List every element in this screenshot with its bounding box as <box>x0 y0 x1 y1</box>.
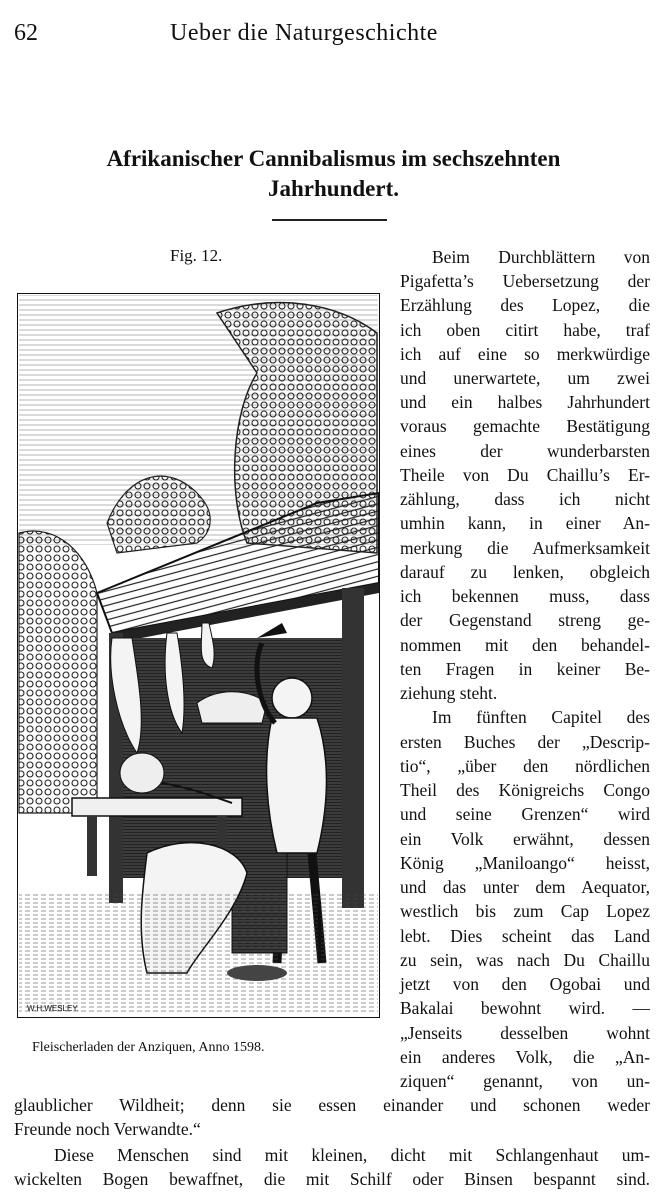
text-line: zählung, dass ich nicht <box>400 489 650 509</box>
text-line: der Gegenstand streng ge- <box>400 610 650 630</box>
text-line: tio“, „über den nördlichen <box>400 756 650 776</box>
text-line: ziquen“ genannt, von un- <box>400 1071 650 1091</box>
text-line: ein anderes Volk, die „An- <box>400 1047 650 1067</box>
text-line: Pigafetta’s Uebersetzung der <box>400 271 650 291</box>
text-line: und ein halbes Jahrhundert <box>400 392 650 412</box>
text-line: und unerwartete, um zwei <box>400 368 650 388</box>
text-line: Beim Durchblättern von <box>432 247 650 267</box>
text-line: und seine Grenzen“ wird <box>400 804 650 824</box>
engraving-illustration <box>17 293 380 1018</box>
text-line: zu sein, was nach Du Chaillu <box>400 950 650 970</box>
text-line: westlich bis zum Cap Lopez <box>400 901 650 921</box>
text-line: Im fünften Capitel des <box>432 707 650 727</box>
section-title-line-2: Jahrhundert. <box>268 176 399 201</box>
text-line: Theil des Königreichs Congo <box>400 780 650 800</box>
text-line: ein Volk erwähnt, dessen <box>400 829 650 849</box>
text-line: umhin kann, in einer An- <box>400 513 650 533</box>
text-line: eines der wunderbarsten <box>400 441 650 461</box>
engraver-signature: W.H.WESLEY. <box>27 1004 79 1013</box>
text-line: ziehung steht. <box>400 683 498 703</box>
text-line: König „Maniloango“ heisst, <box>400 853 650 873</box>
text-line: ich oben citirt habe, traf <box>400 320 650 340</box>
figure-engraving <box>17 293 380 1018</box>
title-rule <box>272 219 387 221</box>
text-line: glaublicher Wildheit; denn sie essen einander und schonen weder <box>14 1095 650 1115</box>
text-line: Freunde noch Verwandte.“ <box>14 1119 201 1139</box>
text-line: und das unter dem Aequator, <box>400 877 650 897</box>
text-line: lebt. Dies scheint das Land <box>400 926 650 946</box>
text-line: ten Fragen in keiner Be- <box>400 659 650 679</box>
text-line: voraus gemachte Bestätigung <box>400 416 650 436</box>
text-line: jetzt von den Ogobai und <box>400 974 650 994</box>
page-number: 62 <box>14 20 38 46</box>
section-title-line-1: Afrikanischer Cannibalismus im sechszehnten <box>106 146 561 171</box>
text-line: nommen mit den behandel- <box>400 635 650 655</box>
figure-caption: Fleischerladen der Anziquen, Anno 1598. <box>32 1040 265 1055</box>
text-line: Bakalai bewohnt wird. — <box>400 998 650 1018</box>
text-line: darauf zu lenken, obgleich <box>400 562 650 582</box>
text-line: merkung die Aufmerksamkeit <box>400 538 650 558</box>
text-line: Theile von Du Chaillu’s Er- <box>400 465 650 485</box>
text-line: ich bekennen muss, dass <box>400 586 650 606</box>
text-line: Erzählung des Lopez, die <box>400 295 650 315</box>
section-title <box>20 144 647 204</box>
running-head: Ueber die Naturgeschichte <box>170 20 438 46</box>
text-line: wickelten Bogen bewaffnet, die mit Schilf oder Binsen bespannt sind. <box>14 1169 650 1189</box>
text-line: ersten Buches der „Descrip- <box>400 732 650 752</box>
text-line: „Jenseits desselben wohnt <box>400 1023 650 1043</box>
figure-label: Fig. 12. <box>170 246 223 265</box>
text-line: Diese Menschen sind mit kleinen, dicht mit Schlangenhaut um- <box>54 1145 650 1165</box>
text-line: ich auf eine so merkwürdige <box>400 344 650 364</box>
